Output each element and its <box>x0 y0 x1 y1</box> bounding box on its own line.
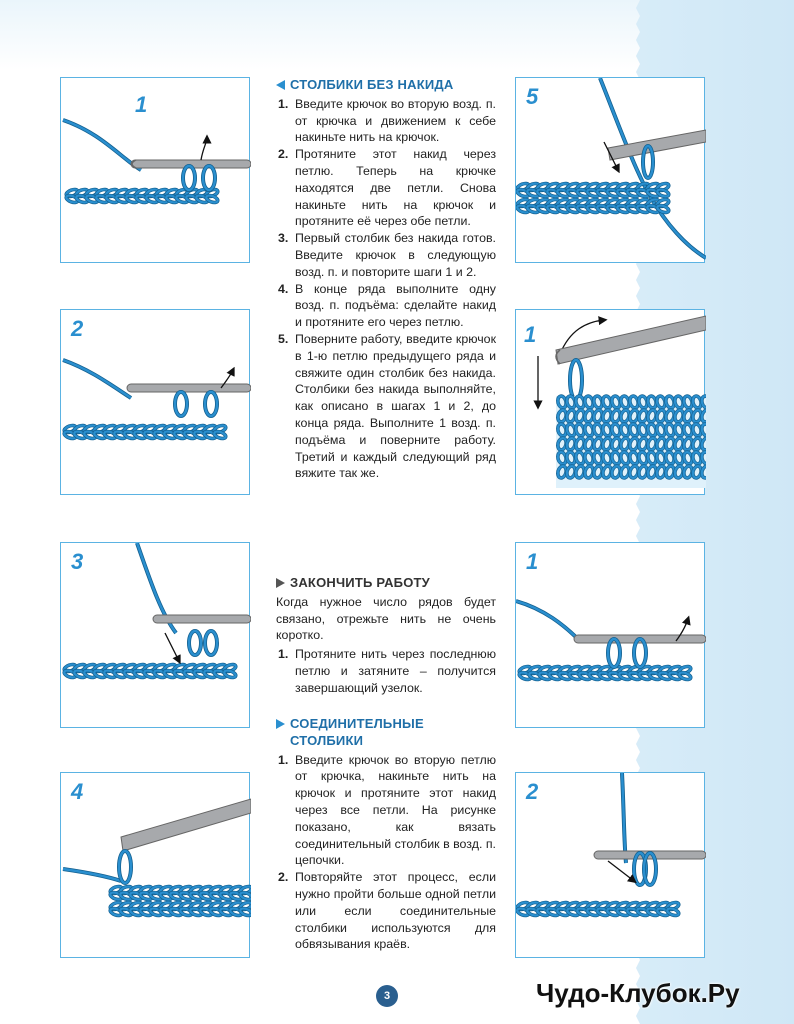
site-watermark: Чудо-Клубок.Ру <box>536 978 740 1008</box>
fabric-turn-illustration <box>516 310 706 496</box>
section-heading <box>276 77 496 94</box>
section-title: ЗАКОНЧИТЬ РАБОТУ <box>290 575 430 590</box>
section-heading <box>276 716 496 750</box>
list-item: 2. Повторяйте этот процесс, если нужно пройти больше одной петли или если соединительные столбики используются для обвязывания краёв. <box>278 870 496 952</box>
list-item: 1. Протяните нить через последнюю петлю и затяните – получится завершающий узелок. <box>278 647 496 695</box>
step-number: 2 <box>71 316 84 341</box>
list-item: 5. Поверните работу, введите крючок в 1-ю петлю предыдущего ряда и свяжите один столбик без накида. Столбики без накида выполняйте, как описано в шагах 1 и 2, до конца ряда. Выполните 1 возд. п. подъёма и поверните работу. Третий и каждый следующий ряд вяжите так же. <box>278 331 496 481</box>
chain-hook-illustration <box>61 78 251 264</box>
top-band <box>0 0 640 70</box>
section-title: СТОЛБИКИ БЕЗ НАКИДА <box>290 77 454 92</box>
rows-hook-illustration <box>61 773 251 959</box>
section-title: СОЕДИНИТЕЛЬНЫЕ СТОЛБИКИ <box>290 716 424 748</box>
section-intro: Когда нужное число рядов будет связано, отрежьте нить не очень коротко. <box>276 594 496 643</box>
step-number: 4 <box>71 779 84 804</box>
step-number: 1 <box>135 92 148 117</box>
list-item: 1. Введите крючок во вторую петлю от крючка, накиньте нить на крючок и протяните этот накид через все петли. На рисунке показано, как вязать соединительный столбик в возд. п. цепочки. <box>278 752 496 868</box>
panel-left-3 <box>60 542 250 728</box>
list-item: 4. В конце ряда выполните одну возд. п. подъёма: сделайте накид и протяните его через петлю. <box>278 281 496 330</box>
panel-left-1 <box>60 77 250 263</box>
slip-stitch-illustration <box>516 773 706 959</box>
step-number: 2 <box>526 779 539 804</box>
triangle-left-icon <box>276 80 285 90</box>
steps-list <box>276 96 496 482</box>
chain-hook-illustration <box>61 543 251 729</box>
slip-stitch-illustration <box>516 543 706 729</box>
turn-row-illustration <box>516 78 706 264</box>
triangle-right-icon <box>276 719 285 729</box>
step-number: 3 <box>71 549 84 574</box>
panel-left-4 <box>60 772 250 958</box>
list-item: 2. Протяните этот накид через петлю. Теперь на крючке находятся две петли. Снова накиньте нить на крючок и протяните её через обе петли. <box>278 147 496 229</box>
panel-right-5 <box>515 77 705 263</box>
panel-right-fabric <box>515 309 705 495</box>
turn-number: 1 <box>524 322 537 347</box>
step-number: 5 <box>526 84 539 109</box>
section-heading <box>276 575 496 592</box>
panel-left-2 <box>60 309 250 495</box>
step-number: 1 <box>526 549 539 574</box>
list-item: 3. Первый столбик без накида готов. Введите крючок в следующую возд. п. и повторите шаги 1 и 2. <box>278 231 496 279</box>
section-finish-work <box>276 575 496 697</box>
list-item: 1. Введите крючок во вторую возд. п. от крючка и движением к себе накиньте нить на крючок. <box>278 96 496 145</box>
triangle-right-icon <box>276 578 285 588</box>
page-number: 3 <box>376 985 398 1007</box>
section-slip-stitch <box>276 716 496 953</box>
panel-right-2 <box>515 772 705 958</box>
panel-right-1 <box>515 542 705 728</box>
steps-list <box>276 752 496 954</box>
steps-list <box>276 646 496 696</box>
section-single-crochet <box>276 77 496 482</box>
chain-hook-illustration <box>61 310 251 496</box>
